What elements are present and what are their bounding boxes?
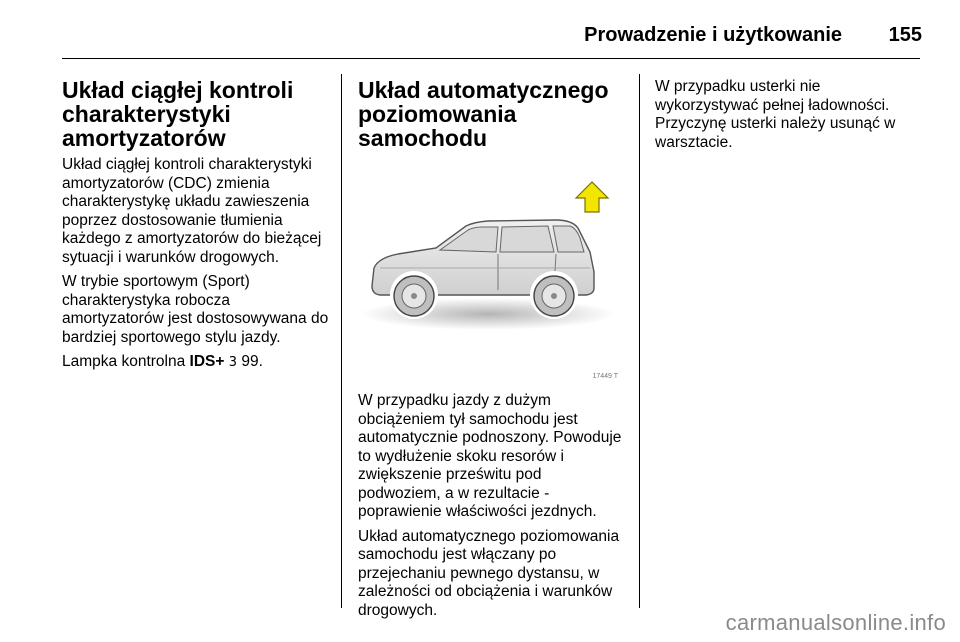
leveling-heading: Układ automatycznego poziomowania samochodu — [358, 77, 609, 151]
lamp-prefix: Lampka kontrolna — [62, 353, 186, 370]
rear-wheel — [534, 276, 574, 316]
page-header — [0, 0, 960, 62]
header-rule — [62, 58, 920, 59]
page-ref[interactable]: 99. — [241, 353, 263, 370]
car-leveling-figure — [358, 168, 620, 382]
column-leveling — [358, 78, 626, 626]
arrow-up-icon — [576, 182, 608, 212]
leveling-paragraph-1: W przypadku jazdy z dużym obciążeniem tył samochodu jest automatycznie podnoszony. Powoduje to wydłużenie skoku resorów i zwiększenie prześwitu pod podwoziem, a w rezultacie - poprawienie właściwości jezdnych. — [358, 392, 622, 520]
column-divider-2 — [639, 74, 640, 608]
cdc-heading: Układ ciągłej kontroli charakterystyki amortyzatorów — [62, 77, 294, 151]
section-title: Prowadzenie i użytkowanie — [584, 24, 842, 46]
column-cdc — [62, 78, 334, 379]
fault-paragraph: W przypadku usterki nie wykorzystywać pełnej ładowności. Przyczynę usterki należy usunąć w warsztacie. — [655, 78, 896, 151]
car-illustration — [358, 168, 620, 382]
middle-window — [500, 226, 554, 252]
page-ref-arrow-icon: 3 — [228, 355, 238, 370]
figure-code: 17449 T — [592, 373, 618, 380]
column-divider-1 — [341, 74, 342, 608]
front-wheel — [394, 276, 434, 316]
column-fault — [655, 78, 920, 158]
page-number: 155 — [888, 24, 922, 46]
cdc-paragraph-2: W trybie sportowym (Sport) charakterystyka robocza amortyzatorów jest dostosowywana do bardziej sportowego stylu jazdy. — [62, 273, 329, 346]
cdc-lamp-line — [62, 353, 334, 373]
lamp-code: IDS+ — [189, 353, 225, 370]
leveling-paragraph-2: Układ automatycznego poziomowania samochodu jest włączany po przejechaniu pewnego dystansu, w zależności od obciążenia i warunków drogowych. — [358, 527, 620, 619]
cdc-paragraph-1: Układ ciągłej kontroli charakterystyki amortyzatorów (CDC) zmienia charakterystykę układu zawieszenia poprzez dostosowanie tłumienia każdego z amortyzatorów do bieżącej sytuacji i warunków drogowych. — [62, 156, 322, 266]
watermark: carmanualsonline.info — [725, 610, 946, 635]
